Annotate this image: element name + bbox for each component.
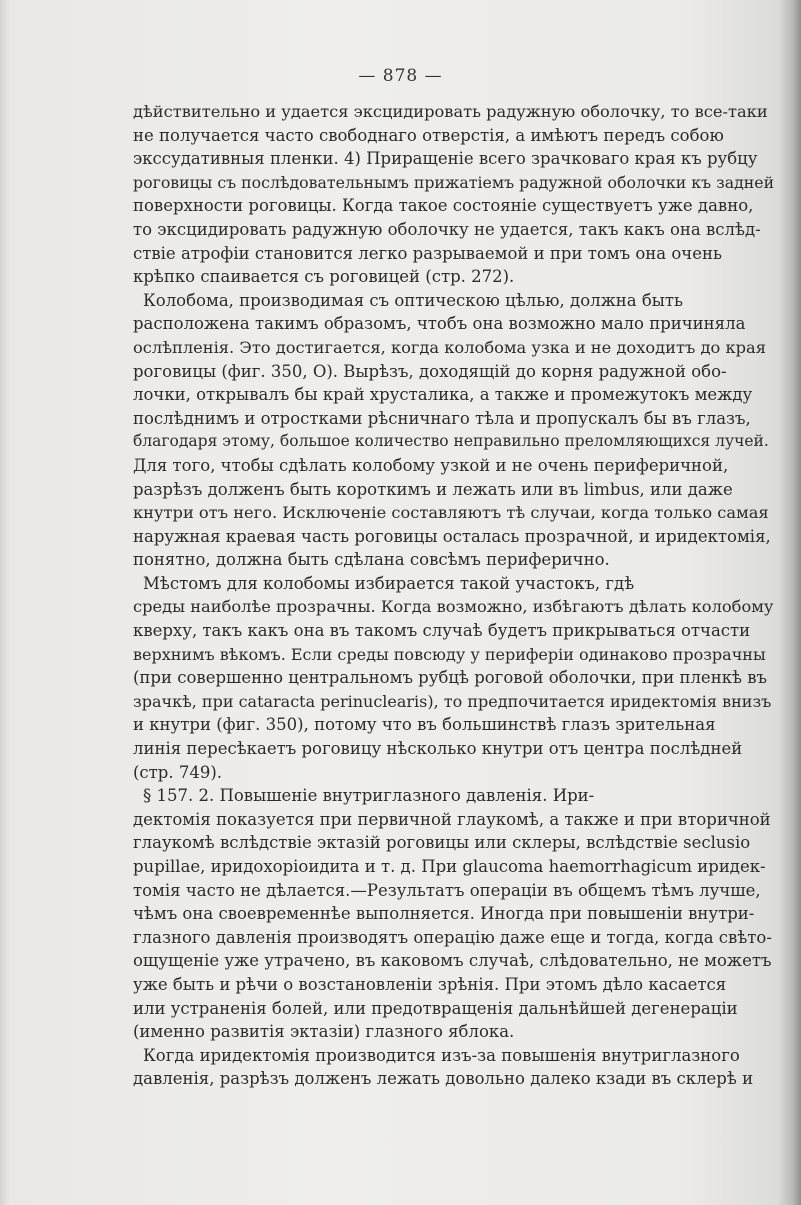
text-line: лочки, открывалъ бы край хрусталика, а также и промежутокъ между bbox=[133, 385, 753, 405]
text-line: ствіе атрофіи становится легко разрываемой и при томъ она очень bbox=[133, 243, 722, 263]
text-line: Для того, чтобы сдѣлать колобому узкой и не очень периферичной, bbox=[133, 455, 729, 475]
paragraph-start-line: Колобома, производимая съ оптическою цѣлью, должна быть bbox=[143, 290, 684, 310]
text-line: роговицы (фиг. 350, O). Вырѣзъ, доходящій до корня радужной обо- bbox=[133, 361, 727, 381]
text-line: экссудативныя пленки. 4) Приращеніе всего зрачковаго края къ рубцу bbox=[133, 149, 758, 169]
text-line: наружная краевая часть роговицы осталась прозрачной, и иридектомія, bbox=[133, 526, 771, 546]
text-line: понятно, должна быть сдѣлана совсѣмъ периферично. bbox=[133, 550, 610, 570]
text-line: (стр. 749). bbox=[133, 762, 223, 782]
text-line: глазного давленія производятъ операцію даже еще и тогда, когда свѣто- bbox=[133, 927, 772, 947]
text-line: (именно развитія эктазіи) глазного яблока. bbox=[133, 1022, 515, 1042]
text-line: дектомія показуется при первичной глаукомѣ, а также и при вторичной bbox=[133, 809, 771, 829]
paragraph-start-line: Мѣстомъ для колобомы избирается такой участокъ, гдѣ bbox=[143, 573, 635, 593]
text-line: не получается часто свободнаго отверстія, а имѣютъ передъ собою bbox=[133, 125, 724, 145]
text-line: уже быть и рѣчи о возстановленіи зрѣнія. При этомъ дѣло касается bbox=[133, 974, 727, 994]
text-line: благодаря этому, большое количество неправильно преломляющихся лучей. bbox=[133, 432, 769, 451]
text-line: томія часто не дѣлается.—Результатъ операціи въ общемъ тѣмъ лучше, bbox=[133, 880, 761, 900]
text-line: расположена такимъ образомъ, чтобъ она возможно мало причиняла bbox=[133, 314, 746, 334]
page-edge-shadow bbox=[779, 0, 801, 1205]
paragraph-start-line: Когда иридектомія производится изъ-за повышенія внутриглазного bbox=[143, 1045, 740, 1065]
text-line: дѣйствительно и удается эксцидировать радужную оболочку, то все-таки bbox=[133, 102, 768, 121]
text-line: ослѣпленія. Это достигается, когда колобома узка и не доходитъ до края bbox=[133, 337, 766, 357]
text-line: линія пересѣкаетъ роговицу нѣсколько кнутри отъ центра послѣдней bbox=[133, 739, 743, 759]
page-gutter-shadow bbox=[0, 0, 10, 1205]
text-line: разрѣзъ долженъ быть короткимъ и лежать или въ limbus, или даже bbox=[133, 479, 733, 499]
text-line: роговицы съ послѣдовательнымъ прижатіемъ радужной оболочки къ задней bbox=[133, 172, 775, 192]
text-line: то эксцидировать радужную оболочку не удается, такъ какъ она вслѣд- bbox=[133, 219, 761, 239]
text-line: поверхности роговицы. Когда такое состояніе существуетъ уже давно, bbox=[133, 196, 754, 216]
section-heading-line: § 157. 2. Повышеніе внутриглазного давленія. Ири- bbox=[143, 786, 595, 806]
text-line: среды наиболѣе прозрачны. Когда возможно, избѣгаютъ дѣлать колобому bbox=[133, 597, 774, 617]
text-line: глаукомѣ вслѣдствіе эктазій роговицы или склеры, вслѣдствіе seclusio bbox=[133, 833, 751, 853]
text-line: зрачкѣ, при cataracta perinuclearis), то предпочитается иридектомія внизъ bbox=[133, 691, 772, 711]
text-line: и кнутри (фиг. 350), потому что въ большинствѣ глазъ зрительная bbox=[133, 715, 716, 735]
text-line: верхнимъ вѣкомъ. Если среды повсюду у периферіи одинаково прозрачны bbox=[133, 644, 766, 664]
text-line: послѣднимъ и отростками рѣсничнаго тѣла и пропускалъ бы въ глазъ, bbox=[133, 408, 751, 428]
body-text bbox=[133, 100, 775, 1091]
text-line: или устраненія болей, или предотвращенія дальнѣйшей дегенераціи bbox=[133, 998, 738, 1018]
text-line: давленія, разрѣзъ долженъ лежать довольно далеко кзади въ склерѣ и bbox=[133, 1069, 754, 1089]
text-line: кнутри отъ него. Исключеніе составляютъ тѣ случаи, когда только самая bbox=[133, 503, 769, 523]
text-line: крѣпко спаивается съ роговицей (стр. 272). bbox=[133, 267, 515, 287]
text-line: ощущеніе уже утрачено, въ каковомъ случаѣ, слѣдовательно, не можетъ bbox=[133, 951, 772, 971]
page-number: — 878 — bbox=[358, 66, 443, 86]
text-line: чѣмъ она своевременнѣе выполняется. Иногда при повышеніи внутри- bbox=[133, 904, 755, 924]
text-line: (при совершенно центральномъ рубцѣ роговой оболочки, при пленкѣ въ bbox=[133, 668, 767, 688]
text-line: кверху, такъ какъ она въ такомъ случаѣ будетъ прикрываться отчасти bbox=[133, 621, 751, 641]
text-line: pupillae, иридохоріоидита и т. д. При glaucoma haemorrhagicum иридек- bbox=[133, 857, 766, 876]
